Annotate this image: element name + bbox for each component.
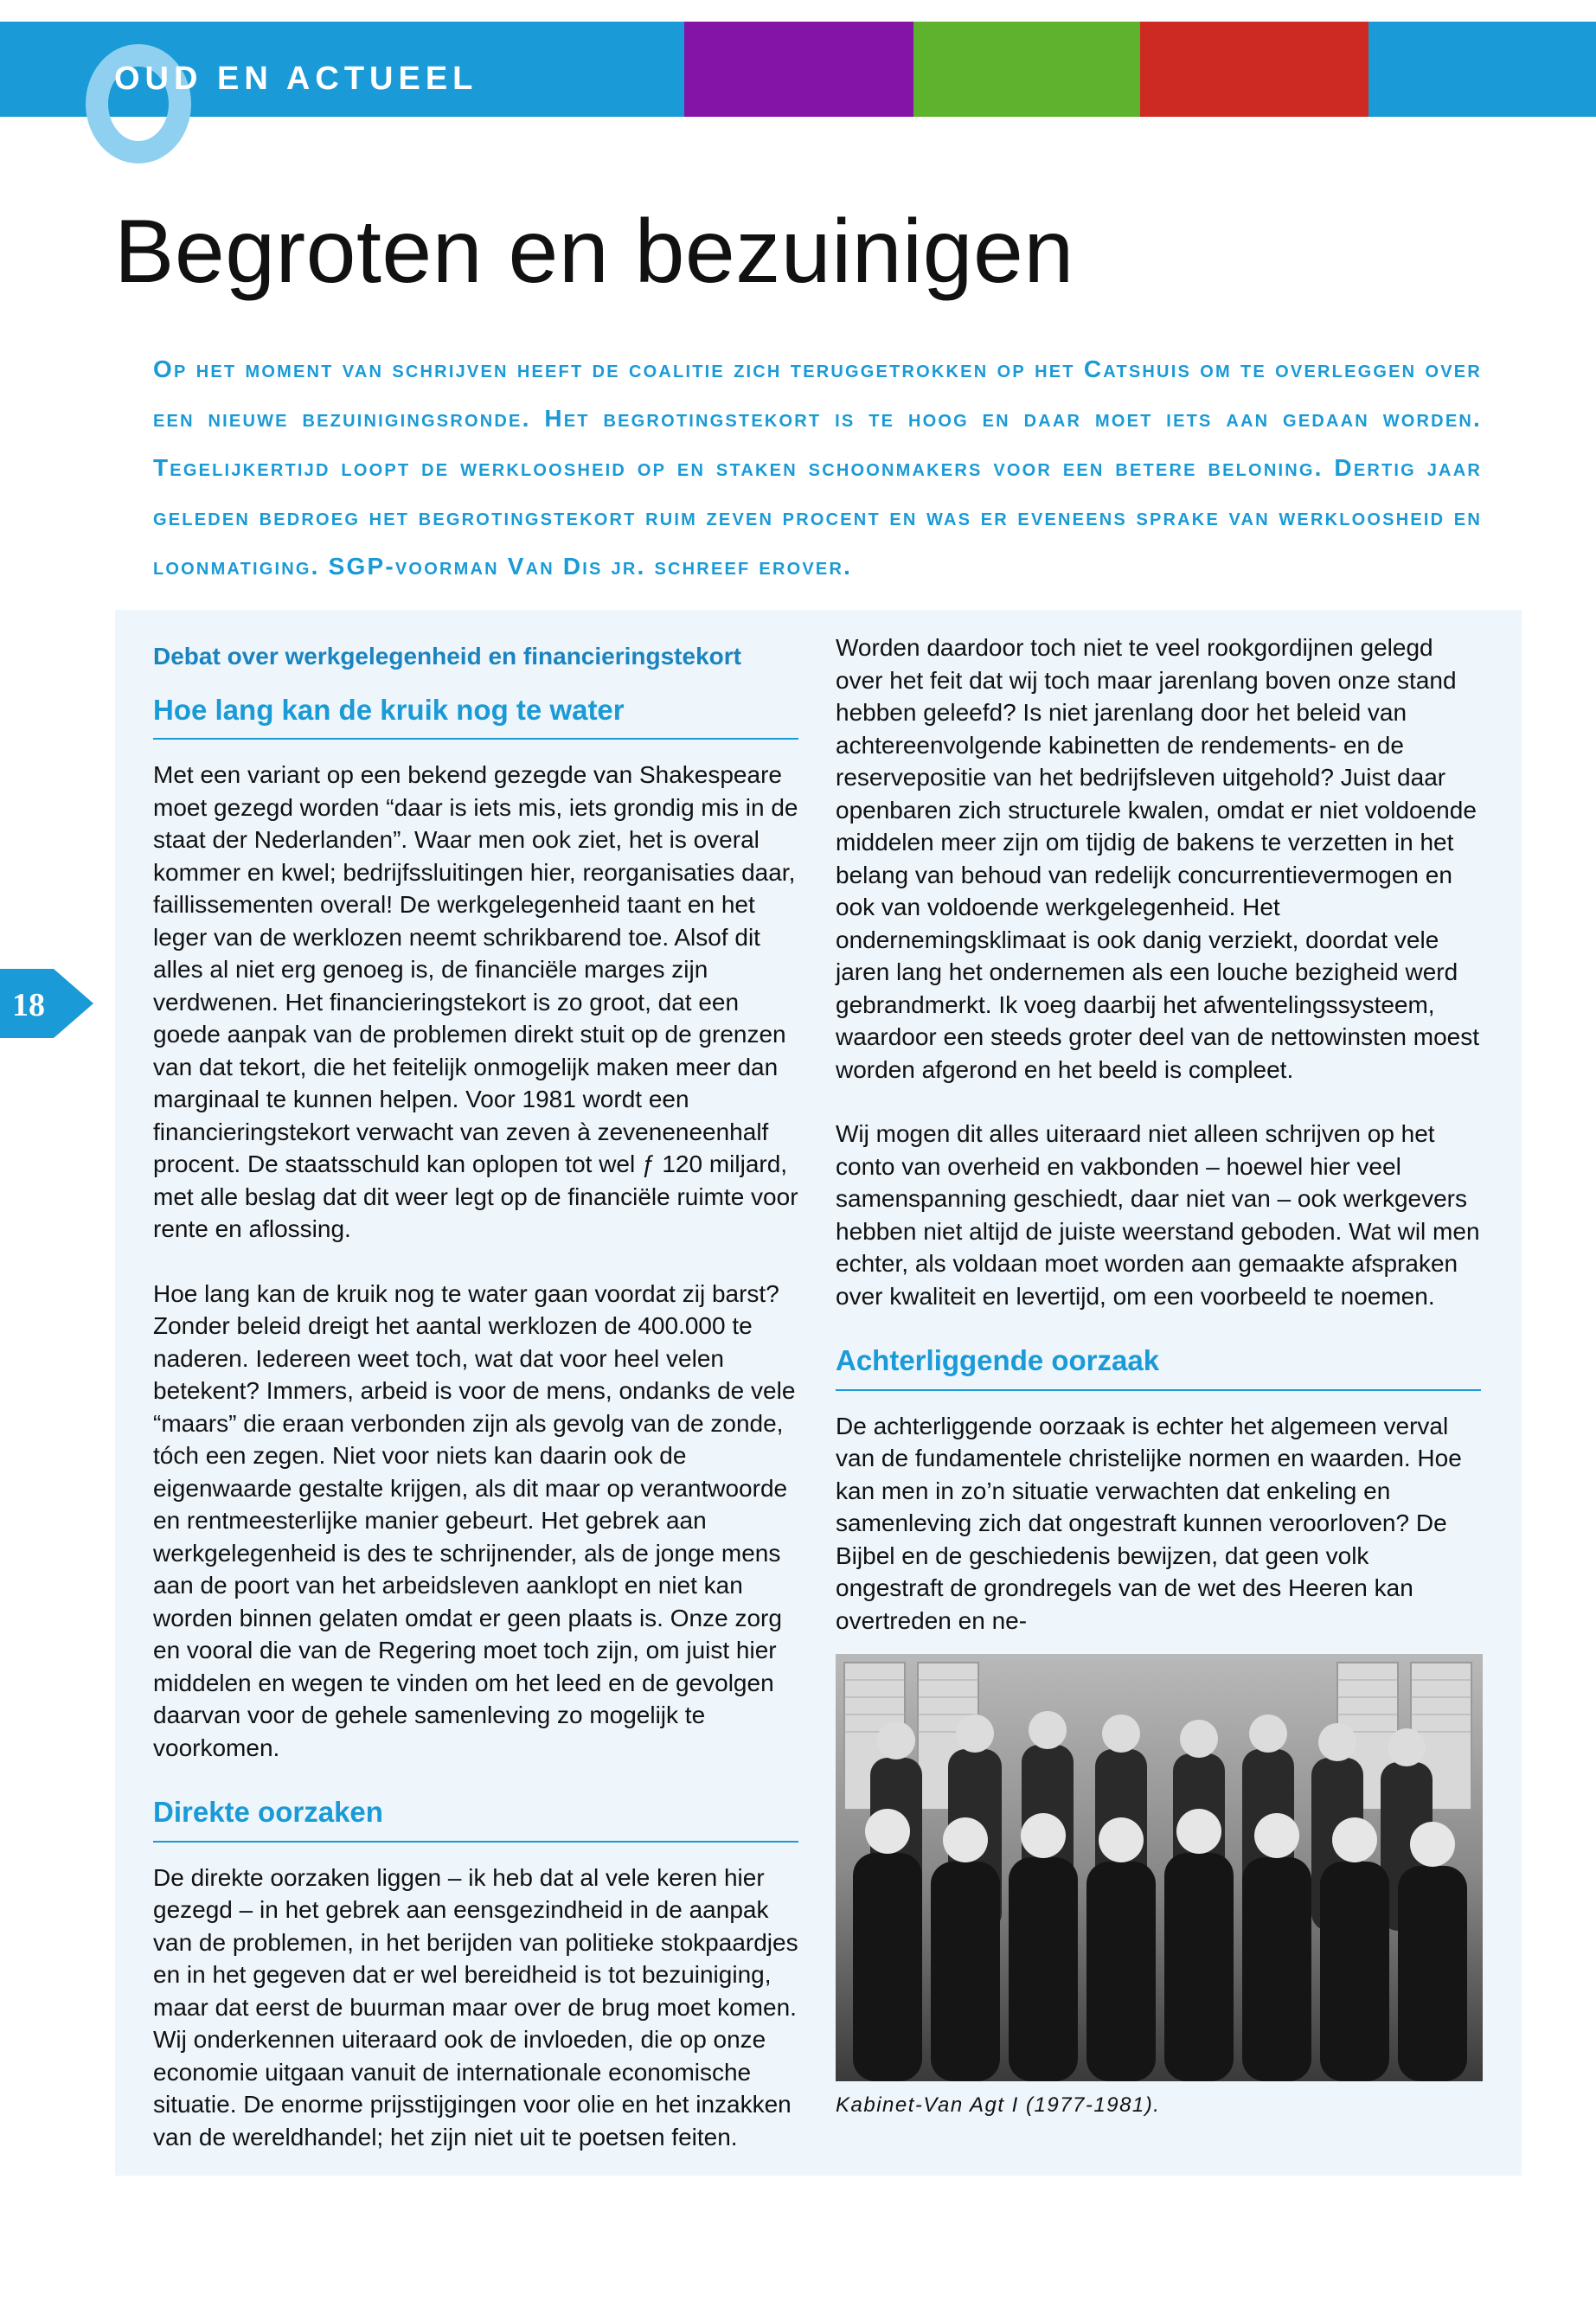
page-number: 18 (12, 987, 45, 1023)
subheading-kruik: Hoe lang kan de kruik nog te water (153, 694, 798, 740)
band-red (1140, 22, 1368, 117)
left-column (153, 631, 798, 2185)
photo-caption: Kabinet-Van Agt I (1977-1981). (836, 2093, 1161, 2117)
right-column (836, 631, 1481, 1669)
cabinet-group-photo (836, 1654, 1483, 2081)
paragraph: Met een variant op een bekend gezegde van Shakespeare moet gezegd worden “daar is iets mis, iets grondig mis in de staat der Nederlanden”. Waar men ook ziet, het is overal kommer en kwel; bedrijfssluitingen hier, reorganisaties daar, faillissementen overal! De werkgelegenheid taant en het leger van de werklozen neemt schrikbarend toe. Alsof dit alles al niet erg genoeg is, de financiële marges zijn verdwenen. Het financieringstekort is zo groot, dat een goede aanpak van de problemen direkt stuit op de grenzen van dat tekort, die het feitelijk onmogelijk maken meer dan marginaal te kunnen helpen. Voor 1981 wordt een financieringstekort verwacht van zeven à zeveneneenhalf procent. De staatsschuld kan oplopen tot wel ƒ 120 miljard, met alle beslag dat dit weer legt op de financiële ruimte voor rente en aflossing. (153, 761, 798, 1242)
paragraph: Hoe lang kan de kruik nog te water gaan voordat zij barst? Zonder beleid dreigt het aantal werklozen de 400.000 te naderen. Iedereen weet toch, wat dat voor heel velen betekent? Immers, arbeid is voor de mens, ondanks de vele “maars” die eraan verbonden zijn als gevolg van de zonde, tóch een zegen. Niet voor niets kan daarin ook de eigenwaarde gestalte krijgen, als dit maar op verantwoorde en rentmeesterlijke manier gebeurt. Het gebrek aan werkgelegenheid is des te schrijnender, als de jonge mens aan de poort van het arbeidsleven aanklopt en niet kan worden binnen gelaten omdat er geen plaats is. Onze zorg en vooral die van de Regering moet toch zijn, om juist hier middelen en wegen te vinden om het leed en de gevolgen daarvan voor de gehele samenleving zo mogelijk te voorkomen. (153, 1279, 796, 1761)
section-label: OUD EN ACTUEEL (114, 61, 478, 97)
article-title: Begroten en bezuinigen (114, 202, 1074, 302)
paragraph: Worden daardoor toch niet te veel rookgordijnen gelegd over het feit dat wij toch maar jarenlang boven onze stand hebben geleefd? Is niet jarenlang door het beleid van achtereenvolgende kabinetten de rendements- en de reservepositie van het bedrijfsleven uitgehold? Juist daar openbaren zich structurele kwalen, omdat er niet voldoende middelen meer zijn om tijdig de bakens te verzetten in het belang van behoud van redelijk concurrentievermogen en ook van voldoende werkgelegenheid. Het ondernemingsklimaat is ook danig verziekt, doordat vele jaren lang het ondernemen als een louche bezigheid werd gebrandmerkt. Ik voeg daarbij het afwentelingssysteem, waardoor een steeds groter deel van de nettowinsten moest worden afgerond en het beeld is compleet. (836, 634, 1480, 1083)
paragraph: De achterliggende oorzaak is echter het algemeen verval van de fundamentele christelijke normen en waarden. Hoe kan men in zo’n situatie verwachten dat enkeling en samenleving zich dat ongestraft kunnen veroorloven? De Bijbel en de geschiedenis bewijzen, dat geen volk ongestraft de grondregels van de wet des Heeren kan overtreden en ne- (836, 1412, 1462, 1634)
subheading-direkte-oorzaken: Direkte oorzaken (153, 1796, 798, 1843)
subheading-achterliggende-oorzaak: Achterliggende oorzaak (836, 1344, 1481, 1391)
paragraph: De direkte oorzaken liggen – ik heb dat al vele keren hier gezegd – in het gebrek aan eensgezindheid in de aanpak van de problemen, in het berijden van politieke stokpaardjes en in het gegeven dat er wel bereidheid is tot bezuiniging, maar dat eerst de buurman maar over de brug moet komen. Wij onderkennen uiteraard ook de invloeden, die op onze economie uitgaan vanuit de internationale economische situatie. De enorme prijsstijgingen voor olie en het inzakken van de wereldhandel; het zijn niet uit te poetsen feiten. (153, 1863, 798, 2150)
band-purple (684, 22, 913, 117)
band-blue-right (1368, 22, 1596, 117)
article-intro: Op het moment van schrijven heeft de coalitie zich teruggetrokken op het Catshuis om te overleggen over een nieuwe bezuinigingsronde. Het begrotingstekort is te hoog en daar moet iets aan gedaan worden. Tegelijkertijd loopt de werkloosheid op en staken schoonmakers voor een betere beloning. Dertig jaar geleden bedroeg het begrotingstekort ruim zeven procent en was er eveneens sprake van werkloosheid en loonmatiging. SGP-voorman Van Dis jr. schreef erover. (153, 356, 1482, 580)
article-kicker: Debat over werkgelegenheid en financieringstekort (153, 643, 741, 670)
paragraph: Wij mogen dit alles uiteraard niet alleen schrijven op het conto van overheid en vakbonden – hoewel hier veel samenspanning geschiedt, daar niet van – ook werkgevers hebben niet altijd de juiste weerstand geboden. Wat wil men echter, als voldaan moet worden aan gemaakte afspraken over kwaliteit en levertijd, om een voorbeeld te noemen. (836, 1120, 1480, 1310)
band-green (913, 22, 1140, 117)
